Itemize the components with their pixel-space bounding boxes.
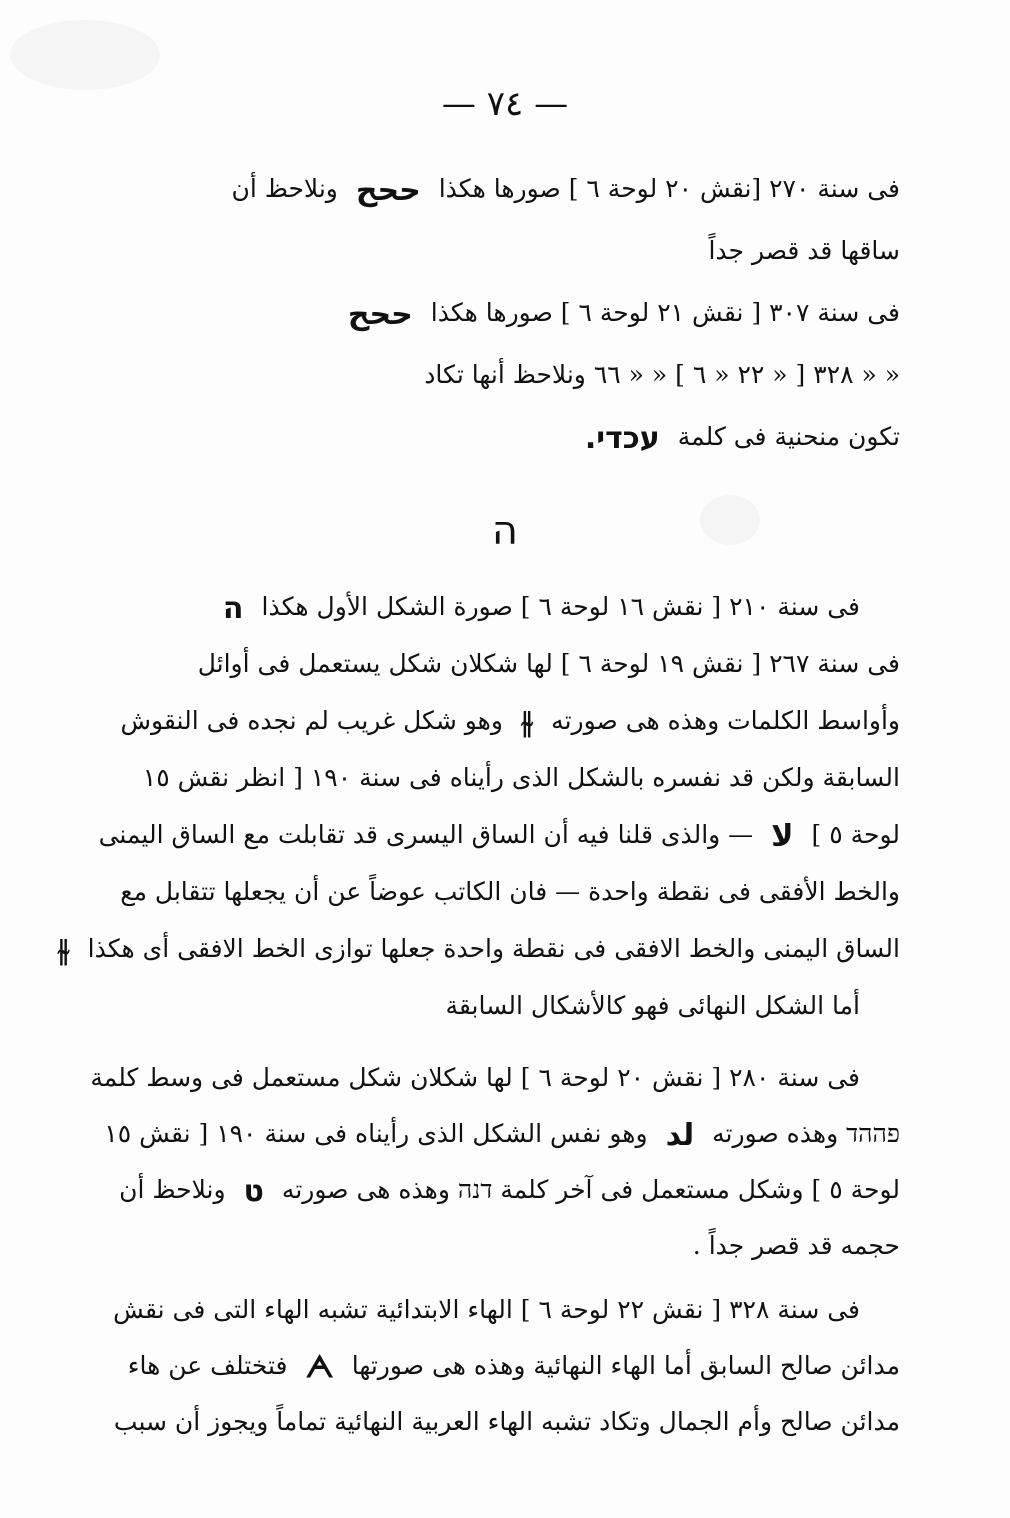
script-glyph: ححح <box>347 296 413 332</box>
page-number: — ٧٤ — <box>441 84 569 124</box>
line-text: فى سنة ٣٢٨ [ نقش ٢٢ لوحة ٦ ] الهاء الابتدائية تشبه الهاء التى فى نقش <box>113 1295 860 1324</box>
line-text: والخط الأفقى فى نقطة واحدة — فان الكاتب عوضاً عن أن يجعلها تتقابل مع <box>120 877 900 906</box>
text-line <box>57 920 900 977</box>
script-glyph: ה <box>222 591 244 626</box>
script-glyph: ححح <box>355 172 421 208</box>
page-smudge <box>10 20 160 90</box>
text-line <box>104 1106 900 1162</box>
line-text: فى سنة ٢٨٠ [ نقش ٢٠ لوحة ٦ ] لها شكلان شكل مستعمل فى وسط كلمة <box>90 1063 860 1092</box>
paragraph-group-4 <box>110 1282 900 1450</box>
text-line <box>110 863 900 920</box>
text-line <box>110 1394 900 1450</box>
line-text: فى سنة ٢٦٧ [ نقش ١٩ لوحة ٦ ] لها شكلان شكل يستعمل فى أوائل <box>197 649 900 678</box>
text-line <box>110 1218 900 1274</box>
line-text-tail: ونلاحظ أن <box>119 1175 226 1204</box>
text-line <box>110 1282 900 1338</box>
line-text-tail: — والذى قلنا فيه أن الساق اليسرى قد تقابلت مع الساق اليمنى <box>98 820 754 849</box>
line-text: فى سنة ٢١٠ [ نقش ١٦ لوحة ٦ ] صورة الشكل الأول هكذا <box>261 592 860 621</box>
line-text: פההד وهذه صورته <box>712 1119 900 1148</box>
text-line <box>110 635 900 692</box>
text-line <box>110 158 900 220</box>
text-line <box>110 1162 900 1218</box>
text-line <box>98 806 900 863</box>
line-text: فى سنة ٢٧٠ [نقش ٢٠ لوحة ٦ ] صورها هكذا <box>438 174 900 203</box>
line-text-tail: وهو شكل غريب لم نجده فى النقوش <box>120 706 503 735</box>
line-text: لوحة ٥ ] وشكل مستعمل فى آخر كلمة דנה وهذه هى صورته <box>281 1175 900 1204</box>
line-text-tail: ونلاحظ أن <box>231 174 338 203</box>
text-line <box>90 1050 900 1106</box>
line-text: « « ٣٢٨ [ « ٢٢ « ٦ ] « « ٦٦ ونلاحظ أنها تكاد <box>424 360 900 389</box>
script-glyph: ﻟﺪ <box>665 1117 695 1153</box>
text-line <box>110 344 900 406</box>
text-line <box>110 1338 900 1394</box>
script-glyph: ⫳ <box>520 705 534 740</box>
script-glyph: עכדי. <box>584 420 660 456</box>
text-line <box>110 749 900 806</box>
line-text: فى سنة ٣٠٧ [ نقش ٢١ لوحة ٦ ] صورها هكذا <box>430 298 900 327</box>
text-line <box>110 406 900 468</box>
script-glyph: ᗅ <box>305 1349 334 1385</box>
line-text-tail: فتختلف عن هاء <box>127 1351 288 1380</box>
text-line <box>110 578 900 635</box>
line-text: ساقها قد قصر جداً <box>708 236 900 265</box>
text-line <box>110 692 900 749</box>
paragraph-group-3 <box>90 1050 900 1274</box>
line-text: تكون منحنية فى كلمة <box>677 422 900 451</box>
paragraph-group-1 <box>110 158 900 468</box>
script-glyph: ט <box>243 1173 264 1209</box>
line-text: لوحة ٥ ] <box>811 820 900 849</box>
line-text: وأواسط الكلمات وهذه هى صورته <box>551 706 900 735</box>
line-text: حجمه قد قصر جداً . <box>692 1231 900 1260</box>
line-text: مدائن صالح وأم الجمال وتكاد تشبه الهاء العربية النهائية تماماً ويجوز أن سبب <box>113 1407 900 1436</box>
line-text: الساق اليمنى والخط الافقى فى نقطة واحدة جعلها توازى الخط الافقى أى هكذا <box>87 934 900 963</box>
line-text: السابقة ولكن قد نفسره بالشكل الذى رأيناه فى سنة ١٩٠ [ انظر نقش ١٥ <box>142 763 900 792</box>
paragraph-group-2 <box>57 578 900 1034</box>
line-text: مدائن صالح السابق أما الهاء النهائية وهذه هى صورتها <box>351 1351 900 1380</box>
script-glyph: ﻻ <box>771 819 794 854</box>
line-text-tail: وهو نفس الشكل الذى رأيناه فى سنة ١٩٠ [ نقش ١٥ <box>104 1119 648 1148</box>
text-line <box>110 220 900 282</box>
text-line <box>110 282 900 344</box>
line-text: أما الشكل النهائى فهو كالأشكال السابقة <box>445 991 860 1020</box>
text-line <box>110 977 900 1034</box>
script-glyph: ⫳ <box>57 933 70 968</box>
section-heading-letter: ה <box>491 508 519 554</box>
